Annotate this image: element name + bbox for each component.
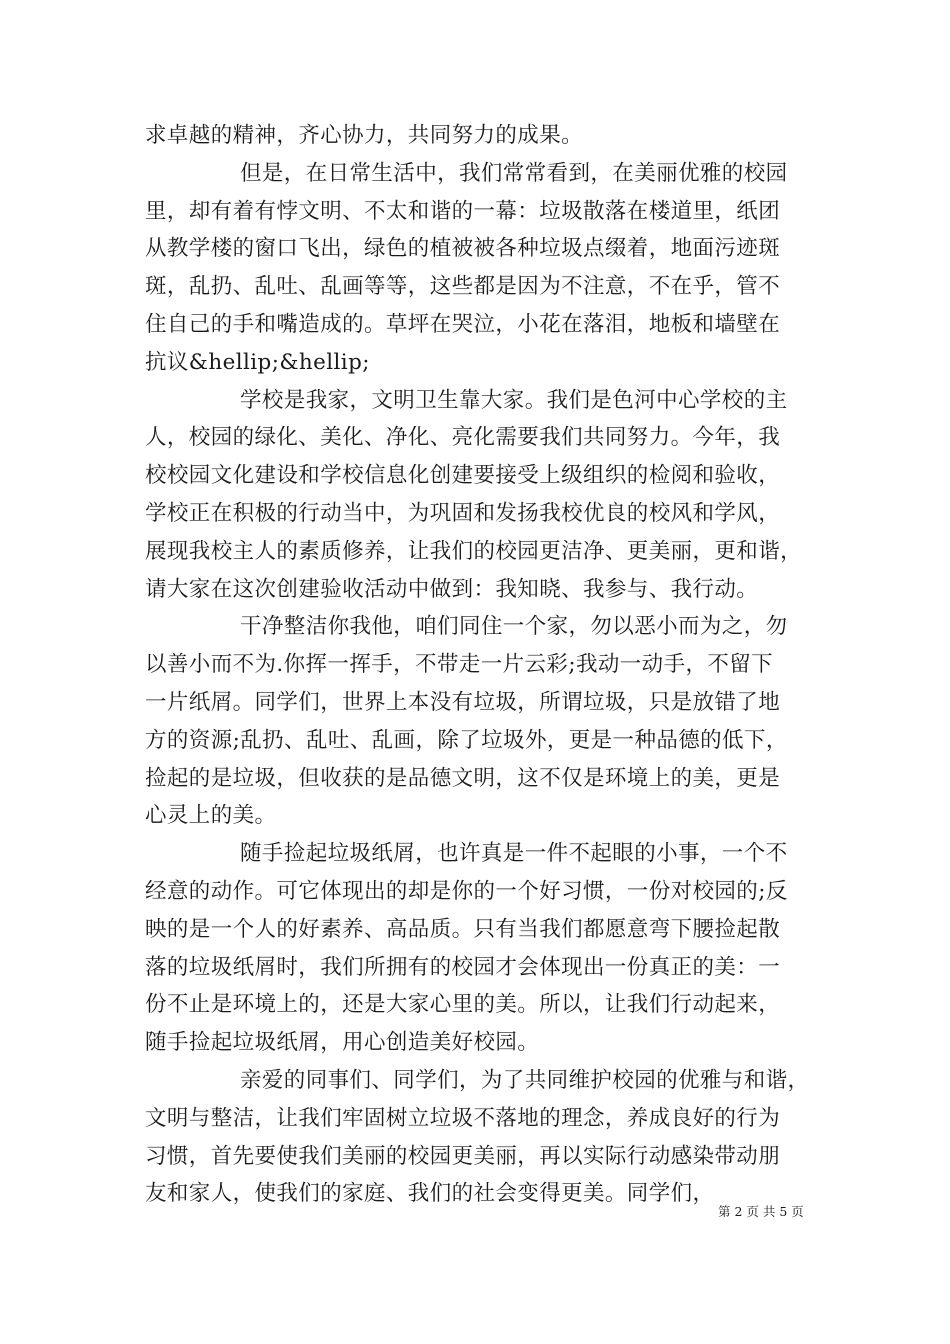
- body-text: [145, 117, 810, 1213]
- text-line: 人，校园的绿化、美化、净化、亮化需要我们共同努力。今年，我: [145, 425, 781, 451]
- paragraph-start-line: 干净整洁你我他，咱们同住一个家，勿以恶小而为之，勿: [240, 614, 788, 640]
- paragraph-start-line: 但是，在日常生活中，我们常常看到，在美丽优雅的校园: [240, 160, 788, 186]
- text-line: 一片纸屑。同学们，世界上本没有垃圾，所谓垃圾，只是放错了地: [145, 689, 781, 715]
- text-line: 经意的动作。可它体现出的却是你的一个好习惯，一份对校园的;反: [145, 878, 788, 904]
- paragraph-start-line: 随手捡起垃圾纸屑，也许真是一件不起眼的小事，一个不: [240, 841, 788, 867]
- text-line: 里，却有着有悖文明、不太和谐的一幕：垃圾散落在楼道里，纸团: [145, 198, 781, 224]
- paragraph-start-line: 学校是我家，文明卫生靠大家。我们是色河中心学校的主: [240, 387, 788, 413]
- text-line: 校校园文化建设和学校信息化创建要接受上级组织的检阅和验收，: [145, 463, 781, 489]
- text-line: 斑，乱扔、乱吐、乱画等等，这些都是因为不注意，不在乎，管不: [145, 274, 781, 300]
- text-line: 文明与整洁，让我们牢固树立垃圾不落地的理念，养成良好的行为: [145, 1105, 781, 1131]
- paragraph-start-line: 亲爱的同事们、同学们，为了共同维护校园的优雅与和谐，: [240, 1067, 810, 1093]
- text-line: 映的是一个人的好素养、高品质。只有当我们都愿意弯下腰捡起散: [145, 916, 781, 942]
- text-line: 友和家人，使我们的家庭、我们的社会变得更美。同学们，: [145, 1181, 715, 1207]
- text-line: 随手捡起垃圾纸屑，用心创造美好校园。: [145, 1030, 540, 1056]
- text-line: 捡起的是垃圾，但收获的是品德文明，这不仅是环境上的美，更是: [145, 765, 781, 791]
- text-line: 从教学楼的窗口飞出，绿色的植被被各种垃圾点缀着，地面污迹斑: [145, 236, 781, 262]
- text-line: 展现我校主人的素质修养，让我们的校园更洁净、更美丽，更和谐，: [145, 538, 803, 564]
- text-line: 抗议&hellip;&hellip;: [145, 349, 370, 375]
- text-line: 请大家在这次创建验收活动中做到：我知晓、我参与、我行动。: [145, 576, 759, 602]
- text-line: 心灵上的美。: [145, 803, 277, 829]
- text-line: 落的垃圾纸屑时，我们所拥有的校园才会体现出一份真正的美：一: [145, 954, 781, 980]
- page-number: 第 2 页 共 5 页: [718, 1204, 804, 1219]
- text-line: 住自己的手和嘴造成的。草坪在哭泣，小花在落泪，地板和墙壁在: [145, 311, 781, 337]
- text-line: 求卓越的精神，齐心协力，共同努力的成果。: [145, 123, 584, 148]
- text-line: 学校正在积极的行动当中，为巩固和发扬我校优良的校风和学风，: [145, 500, 781, 526]
- text-line: 方的资源;乱扔、乱吐、乱画，除了垃圾外，更是一种品德的低下，: [145, 727, 788, 753]
- text-line: 以善小而不为.你挥一挥手，不带走一片云彩;我动一动手，不留下: [145, 652, 774, 678]
- text-line: 份不止是环境上的，还是大家心里的美。所以，让我们行动起来，: [145, 992, 781, 1018]
- text-line: 习惯，首先要使我们美丽的校园更美丽，再以实际行动感染带动朋: [145, 1143, 781, 1169]
